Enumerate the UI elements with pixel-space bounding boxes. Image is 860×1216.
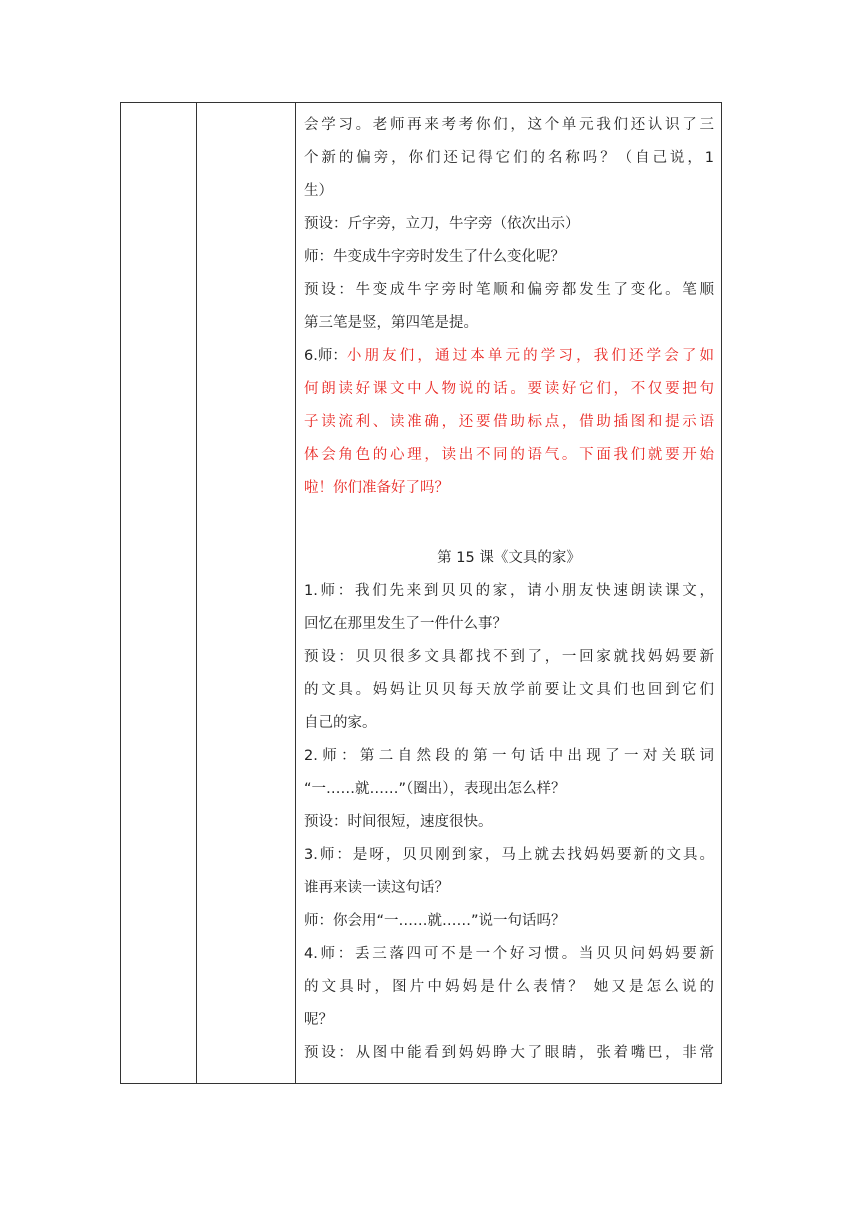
text-line: 谁再来读一读这句话？ — [304, 880, 449, 896]
text-line: 预设：贝贝很多文具都找不到了，一回家就找妈妈要新 — [304, 649, 714, 665]
column-divider-2 — [295, 103, 296, 1083]
text-line: 2.师：第二自然段的第一句话中出现了一对关联词 — [304, 748, 714, 764]
highlight-text: 啦！你们准备好了吗？ — [304, 480, 449, 496]
text-line: 会学习。老师再来考考你们，这个单元我们还认识了三 — [304, 117, 714, 133]
text-line: 师：牛变成牛字旁时发生了什么变化呢？ — [304, 249, 565, 265]
text-line: 生） — [304, 183, 333, 199]
column-divider-1 — [196, 103, 197, 1083]
text-line: “一……就……”（圈出），表现出怎么样？ — [304, 781, 566, 797]
text-line: 自己的家。 — [304, 715, 377, 731]
highlight-paragraph-first-line — [304, 344, 714, 365]
text-line: 预设：时间很短，速度很快。 — [304, 814, 493, 830]
text-line: 呢？ — [304, 1012, 333, 1028]
text-line: 个新的偏旁，你们还记得它们的名称吗？（自己说，1 — [304, 150, 714, 166]
text-line: 的文具时，图片中妈妈是什么表情？ 她又是怎么说的 — [304, 979, 714, 995]
text-line: 预设：从图中能看到妈妈睁大了眼睛，张着嘴巴，非常 — [304, 1045, 714, 1061]
lesson-table — [120, 102, 722, 1084]
highlight-text: 子读流利、读准确，还要借助标点，借助插图和提示语 — [304, 414, 714, 430]
text-line: 1.师：我们先来到贝贝的家，请小朋友快速朗读课文， — [304, 583, 714, 599]
text-line: 预设：斤字旁，立刀，牛字旁（依次出示） — [304, 216, 580, 232]
highlight-text: 何朗读好课文中人物说的话。要读好它们，不仅要把句 — [304, 381, 714, 397]
highlight-text: 体会角色的心理，读出不同的语气。下面我们就要开始 — [304, 447, 714, 463]
text-line: 4.师：丢三落四可不是一个好习惯。当贝贝问妈妈要新 — [304, 946, 714, 962]
text-line: 师：你会用“一……就……”说一句话吗？ — [304, 913, 566, 929]
text-line: 3.师：是呀，贝贝刚到家，马上就去找妈妈要新的文具。 — [304, 847, 714, 863]
highlight-text: 小朋友们，通过本单元的学习，我们还学会了如 — [346, 348, 714, 364]
text-line: 预设：牛变成牛字旁时笔顺和偏旁都发生了变化。笔顺 — [304, 282, 714, 298]
text-line: 的文具。妈妈让贝贝每天放学前要让文具们也回到它们 — [304, 682, 714, 698]
text-line: 回忆在那里发生了一件什么事？ — [304, 616, 507, 632]
lesson-title: 第 15 课《文具的家》 — [437, 550, 581, 566]
text-line: 第三笔是竖，第四笔是提。 — [304, 315, 478, 331]
item-number: 6.师： — [304, 348, 347, 364]
